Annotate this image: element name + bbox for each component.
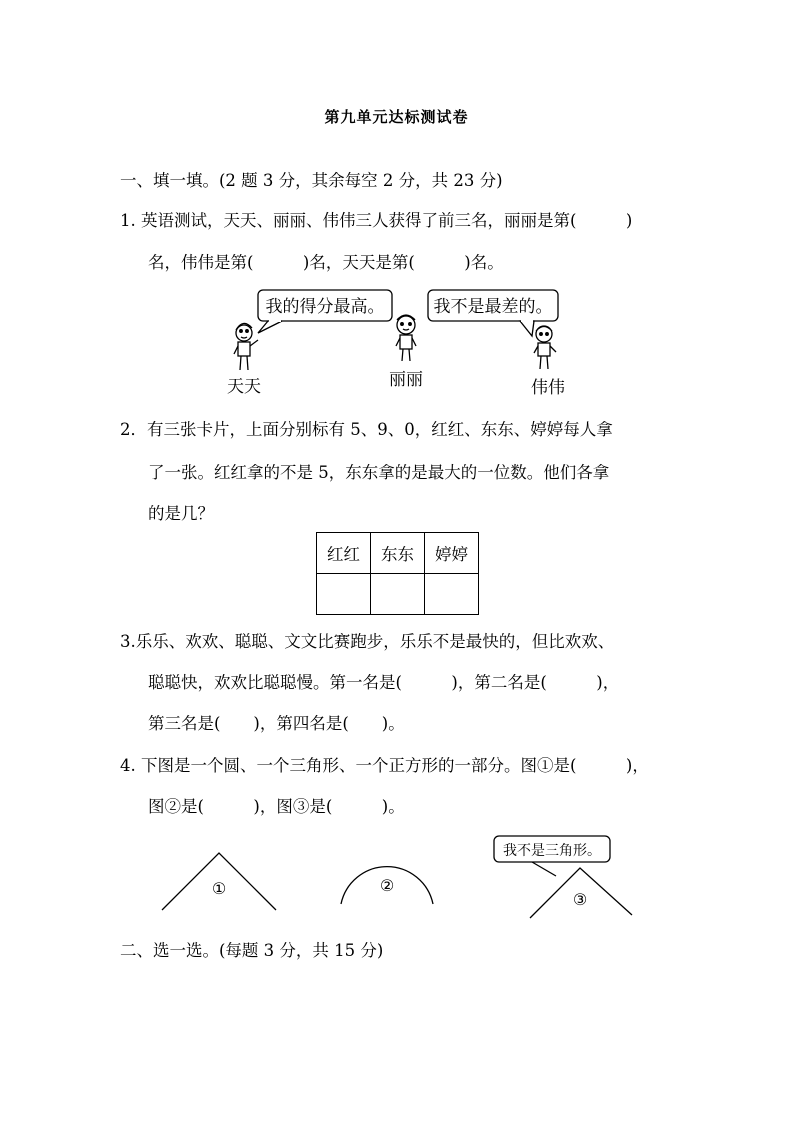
bubble-left-text: 我的得分最高。 — [265, 297, 385, 317]
shape-2-label: ② — [379, 876, 395, 895]
table-header-tingting: 婷婷 — [425, 533, 479, 574]
shape-2-arc — [341, 867, 433, 904]
q2-line3: 的是几？ — [148, 504, 214, 523]
q3-line1: 3.乐乐、欢欢、聪聪、文文比赛跑步，乐乐不是最快的，但比欢欢、 — [120, 632, 615, 651]
q1-line1: 1. 英语测试，天天、丽丽、伟伟三人获得了前三名，丽丽是第( ) — [120, 211, 633, 230]
name-weiwei: 伟伟 — [531, 378, 565, 398]
q4-line2: 图②是( )，图③是( )。 — [148, 797, 405, 816]
q1-line2: 名，伟伟是第( )名，天天是第( )名。 — [148, 253, 504, 272]
bubble-right-text: 我不是最差的。 — [433, 297, 553, 317]
bubble-shape3-text: 我不是三角形。 — [503, 843, 601, 859]
table-header-honghong: 红红 — [317, 533, 371, 574]
speech-bubble-shape3 — [494, 836, 610, 876]
q4-line1: 4. 下图是一个圆、一个三角形、一个正方形的一部分。图①是( )， — [120, 756, 649, 775]
q2-line1: 2．有三张卡片，上面分别标有 5、9、0，红红、东东、婷婷每人拿 — [120, 420, 613, 439]
page-title: 第九单元达标测试卷 — [324, 108, 469, 126]
section2-heading: 二、选一选。(每题 3 分，共 15 分) — [120, 941, 384, 960]
name-tiantian: 天天 — [227, 377, 261, 397]
shape-3-label: ③ — [572, 890, 588, 909]
shape-1-angle — [162, 853, 276, 910]
shape-3-angle — [530, 868, 632, 918]
name-lili: 丽丽 — [389, 370, 423, 390]
table-header-dongdong: 东东 — [371, 533, 425, 574]
q3-line3: 第三名是( )，第四名是( )。 — [148, 714, 405, 733]
shape-1-label: ① — [211, 879, 227, 898]
q3-line2: 聪聪快，欢欢比聪聪慢。第一名是( )，第二名是( )， — [148, 673, 620, 692]
q2-line2: 了一张。红红拿的不是 5，东东拿的是最大的一位数。他们各拿 — [148, 463, 610, 482]
section1-heading: 一、填一填。(2 题 3 分，其余每空 2 分，共 23 分) — [120, 171, 503, 190]
